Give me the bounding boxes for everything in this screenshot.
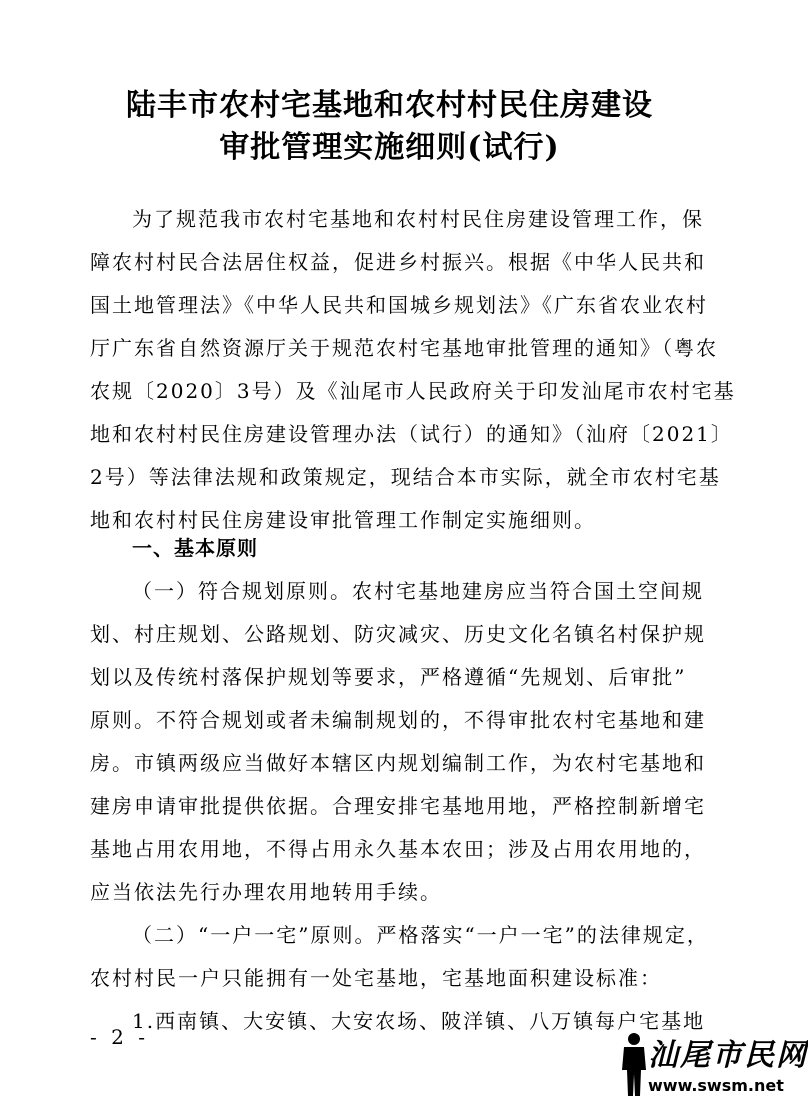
paragraph-line: 1.西南镇、大安镇、大安农场、陂洋镇、八万镇每户宅基地: [132, 1009, 706, 1033]
paragraph-line: （二）“一户一宅”原则。严格落实“一户一宅”的法律规定，: [132, 923, 709, 947]
document-title-line1: 陆丰市农村宅基地和农村村民住房建设: [126, 88, 653, 123]
paragraph-line: 房。市镇两级应当做好本辖区内规划编制工作，为农村宅基地和: [90, 751, 706, 775]
watermark-url: www.swsm.net: [648, 1076, 784, 1095]
paragraph-line: 划以及传统村落保护规划等要求，严格遵循“先规划、后审批”: [90, 665, 687, 689]
watermark-text: 汕尾市民网: [648, 1038, 808, 1073]
paragraph-line: 农规〔2020〕3号）及《汕尾市人民政府关于印发汕尾市农村宅基: [90, 379, 736, 403]
paragraph-line: 基地占用农用地，不得占用永久基本农田；涉及占用农用地的，: [90, 837, 706, 861]
paragraph-line: 原则。不符合规划或者未编制规划的，不得审批农村宅基地和建: [90, 708, 706, 732]
site-watermark: [608, 1030, 808, 1100]
paragraph-line: 2号）等法律法规和政策规定，现结合本市实际，就全市农村宅基: [90, 465, 721, 489]
paragraph-line: 建房申请审批提供依据。合理安排宅基地用地，严格控制新增宅: [90, 794, 706, 818]
paragraph-line: 障农村村民合法居住权益，促进乡村振兴。根据《中华人民共和: [90, 250, 706, 274]
paragraph-line: （一）符合规划原则。农村宅基地建房应当符合国土空间规: [132, 579, 704, 603]
person-silhouette-icon: [618, 1032, 650, 1098]
paragraph-line: 农村村民一户只能拥有一处宅基地，宅基地面积建设标准：: [90, 966, 662, 990]
document-title-line2: 审批管理实施细则(试行): [219, 130, 560, 165]
paragraph-line: 地和农村村民住房建设管理办法（试行）的通知》（汕府〔2021〕: [90, 422, 733, 446]
paragraph-line: 为了规范我市农村宅基地和农村村民住房建设管理工作，保: [132, 207, 704, 231]
paragraph-line: 应当依法先行办理农用地转用手续。: [90, 880, 442, 904]
paragraph-line: 厅广东省自然资源厅关于规范农村宅基地审批管理的通知》（粤农: [90, 336, 718, 360]
paragraph-line: 划、村庄规划、公路规划、防灾减灾、历史文化名镇名村保护规: [90, 622, 706, 646]
section-heading: 一、基本原则: [132, 536, 258, 560]
page-number: - 2 -: [90, 1025, 149, 1049]
paragraph-line: 国土地管理法》《中华人民共和国城乡规划法》《广东省农业农村: [90, 293, 708, 317]
paragraph-line: 地和农村村民住房建设审批管理工作制定实施细则。: [90, 508, 596, 532]
